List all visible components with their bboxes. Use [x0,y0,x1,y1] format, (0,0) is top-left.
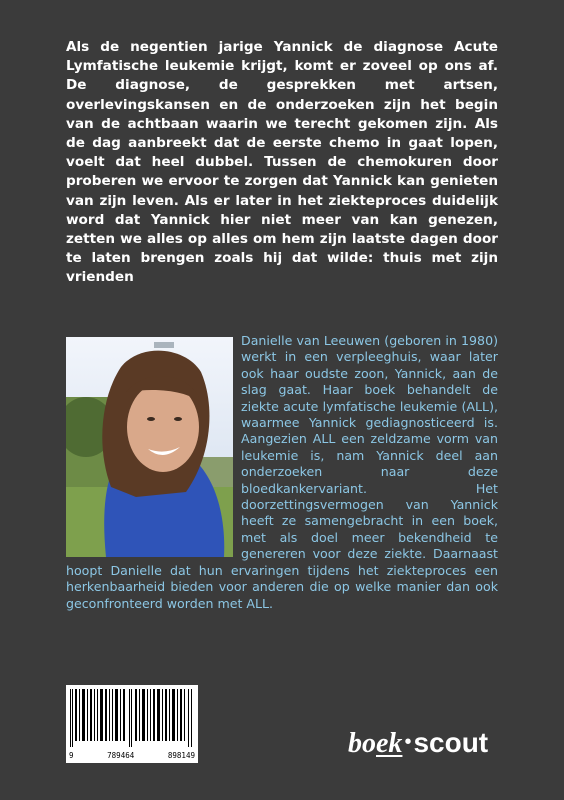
isbn-lead: 9 [69,751,74,760]
logo-part-3: scout [413,727,489,758]
isbn-group-2: 898149 [167,751,195,760]
author-bio-text: Danielle van Leeuwen (geboren in 1980) werkt in een verpleeghuis, waar later ook haar oudste zoon, Yannick, aan de slag gaat. Haar boek behandelt de ziekte acute lymfatische leukemie (ALL), waarmee Yannick gediagnosticeerd is. Aangezien ALL een zeldzame vorm van leukemie is, nam Yannick deel aan onderzoeken naar deze bloedkankervariant. Het doorzettingsvermogen van Yannick heeft ze samengebracht in een boek, met als doel meer bekendheid te genereren voor deze ziekte. Daarnaast hoopt Danielle dat hun ervaringen tijdens het ziekteproces een herkenbaarheid bieden voor anderen die op welke manier dan ook geconfronteerd worden met ALL. [66,333,498,611]
author-photo [66,337,233,557]
isbn-group-1: 789464 [107,751,135,760]
logo-part-1: bo [348,728,376,759]
isbn-number [66,751,198,760]
author-photo-image [66,337,233,557]
back-cover-blurb: Als de negentien jarige Yannick de diagnose Acute Lymfatische leukemie krijgt, komt er zoveel op ons af. De diagnose, de gesprekken met artsen, overlevingskansen en de onderzoeken zijn het begin van de achtbaan waarin we terecht gekomen zijn. Als de dag aanbreekt dat de eerste chemo in gaat lopen, voelt dat heel dubbel. Tussen de chemokuren door proberen we ervoor te zorgen dat Yannick kan genieten van zijn leven. Als er later in het ziekteproces duidelijk word dat Yannick hier niet meer van kan genezen, zetten we alles op alles om hem zijn laatste dagen door te laten brengen zoals hij dat wilde: thuis met zijn vrienden [66,39,498,286]
logo-dot: • [404,731,412,753]
logo-part-2: ek [376,728,403,759]
publisher-logo [348,725,488,759]
barcode-bars [70,689,194,747]
barcode [66,685,198,763]
